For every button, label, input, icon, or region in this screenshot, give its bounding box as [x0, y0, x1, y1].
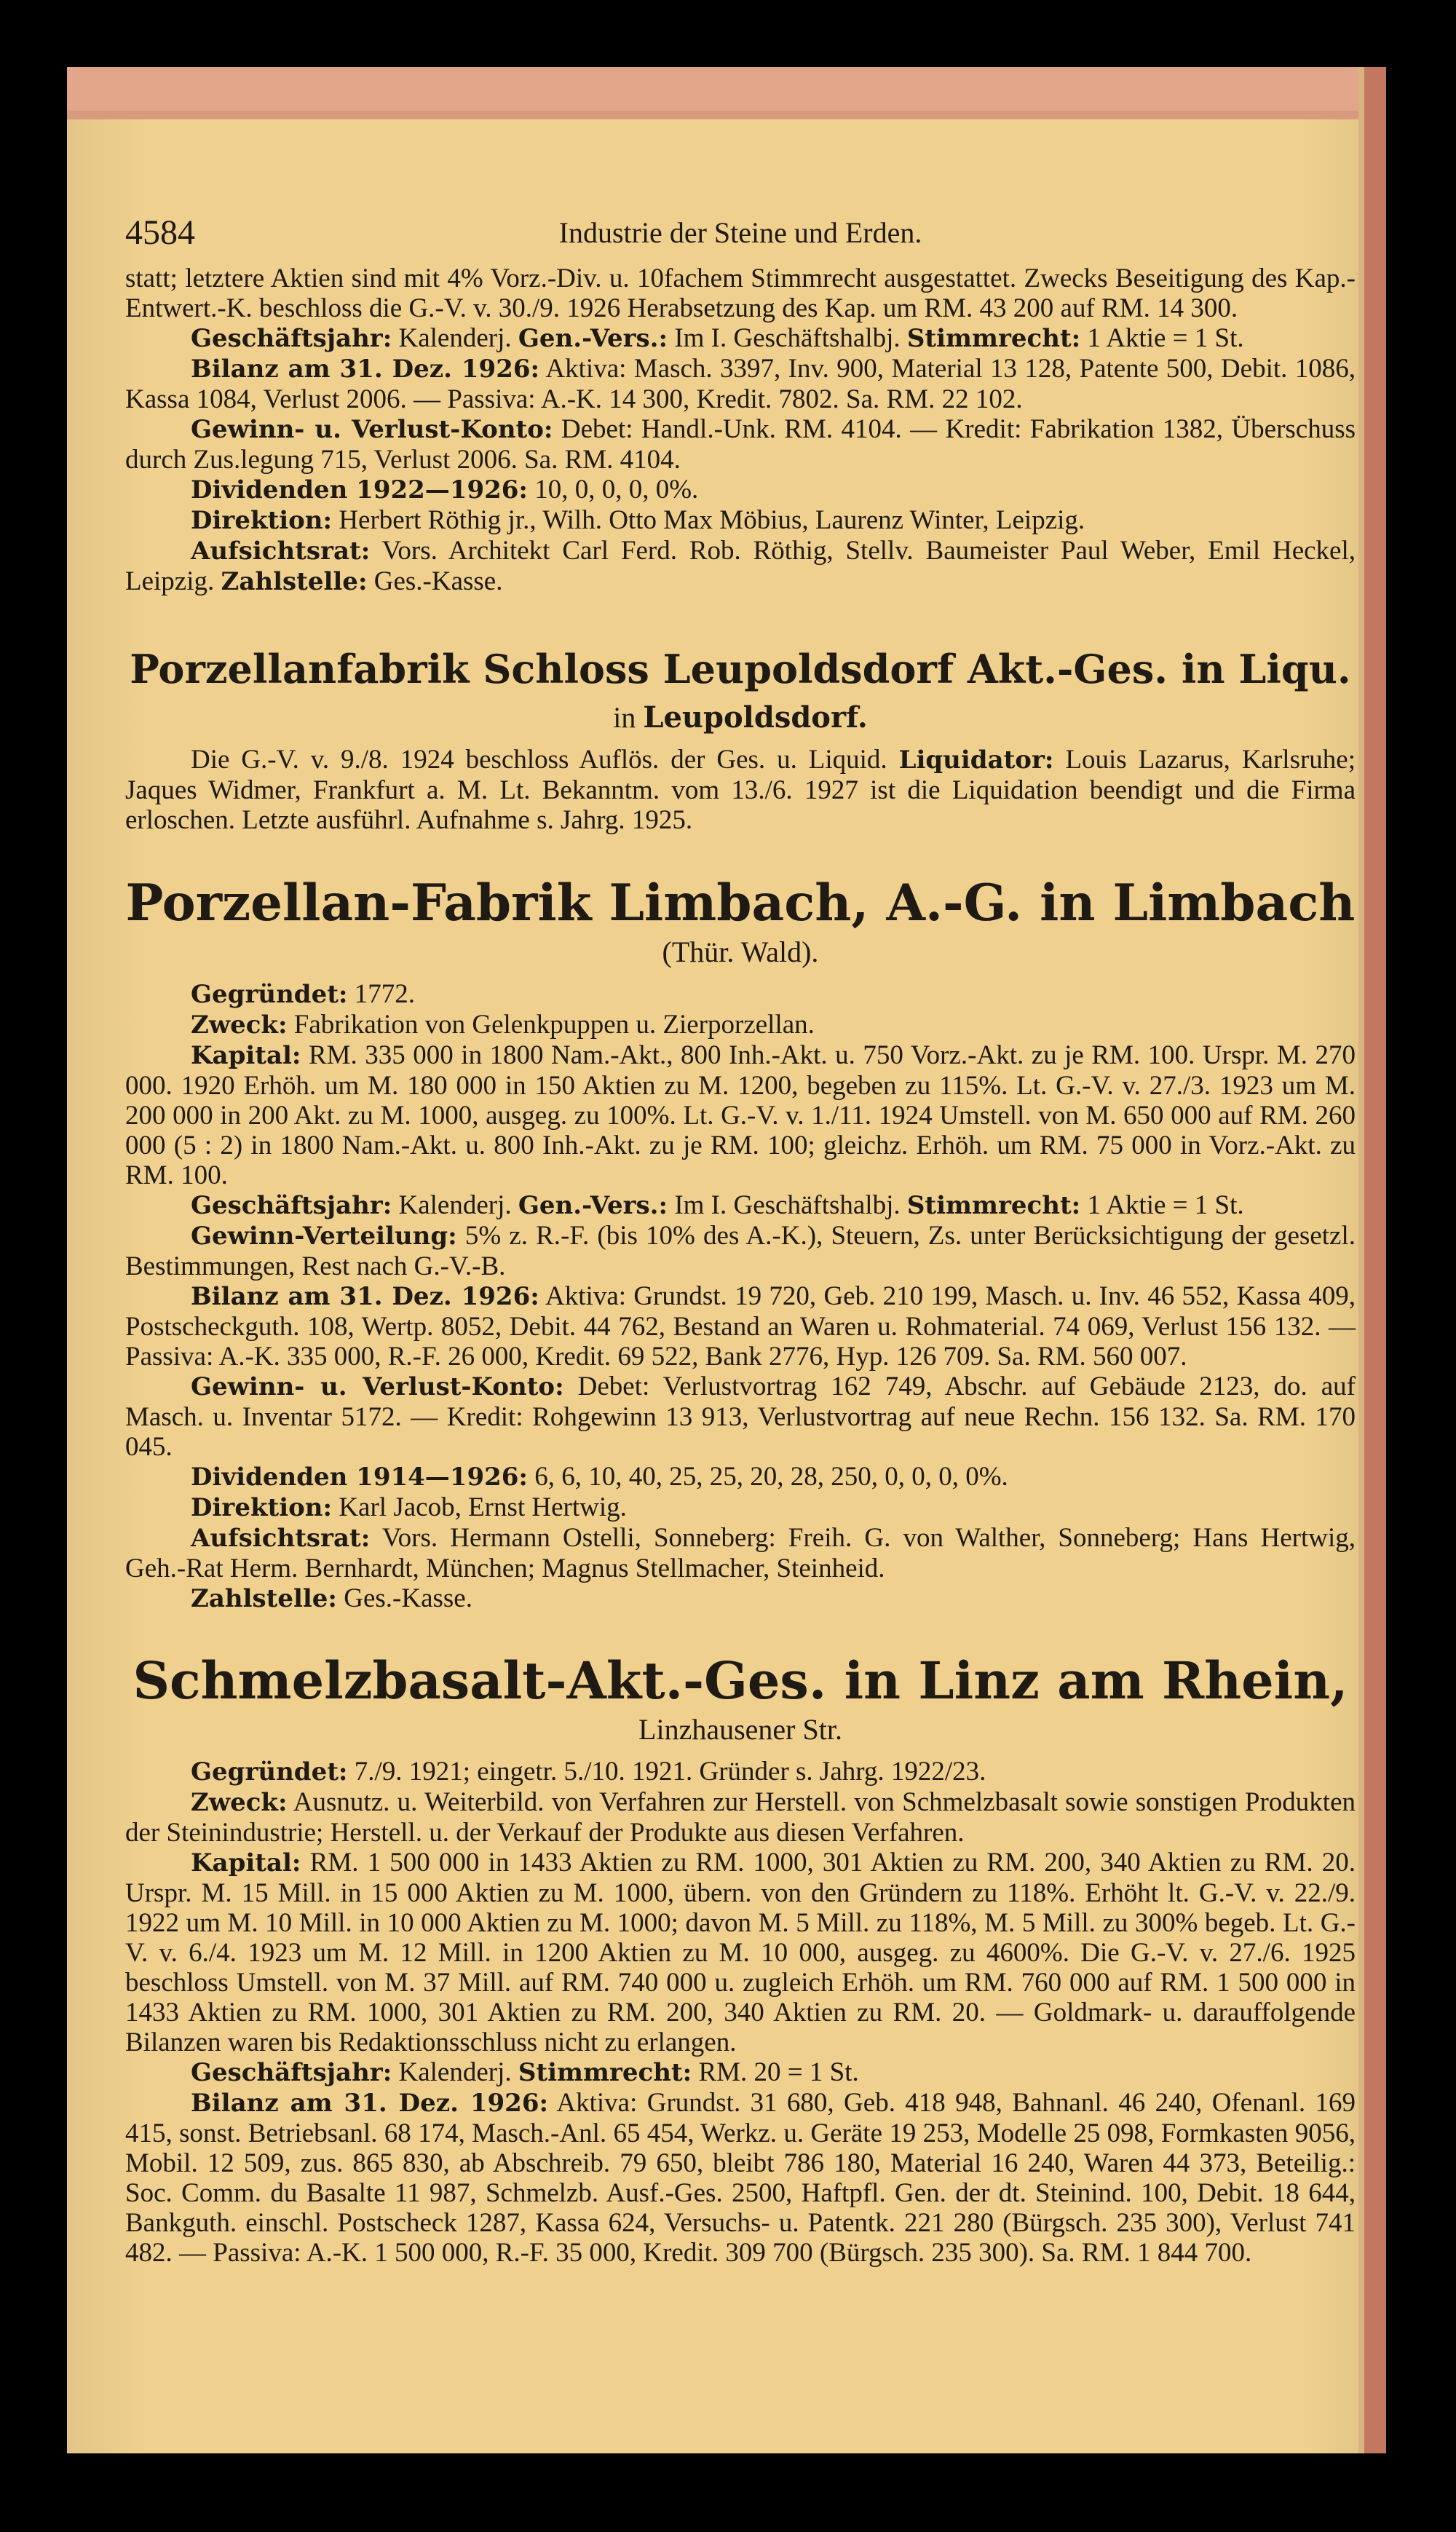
- entry-text: 10, 0, 0, 0, 0%.: [534, 475, 699, 505]
- entry-text: Fabrikation von Gelenkpuppen u. Zierporzellan.: [293, 1010, 815, 1040]
- entry-label: Dividenden 1914—1926:: [191, 1463, 528, 1492]
- entry-line: [125, 1010, 1356, 1040]
- entry-text: Debet: Handl.-Unk. RM. 4104. — Kredit: Fabrikation 1382, Überschuss durch Zus.legung 715, Verlust 2006. Sa. RM. 4104.: [125, 414, 1356, 475]
- entry-line: [125, 1040, 1356, 1190]
- entry-label: Gegründet:: [191, 1757, 348, 1787]
- entry-line: [125, 1372, 1356, 1462]
- entry-text: Herbert Röthig jr., Wilh. Otto Max Möbius, Laurenz Winter, Leipzig.: [339, 505, 1085, 535]
- subtitle-place: Leupoldsdorf.: [643, 700, 868, 735]
- entry-line: [125, 505, 1356, 536]
- company-subtitle: [125, 701, 1356, 735]
- entry-text: Die G.-V. v. 9./8. 1924 beschloss Auflös. der Ges. u. Liquid.: [191, 745, 887, 775]
- entry-line: [125, 2057, 1356, 2088]
- entry-line: [125, 1523, 1356, 1583]
- subtitle-prefix: in: [613, 701, 636, 734]
- page-number: 4584: [125, 213, 195, 252]
- page-header: [125, 213, 1356, 264]
- page-top-edge: [67, 67, 1386, 111]
- entry-label: Stimmrecht:: [906, 324, 1081, 353]
- entry-text: Ges.-Kasse.: [344, 1583, 472, 1613]
- entry-text: Debet: Verlustvortrag 162 749, Abschr. auf Gebäude 2123, do. auf Masch. u. Inventar 5172. — Kredit: Rohgewinn 13 913, Verlustvortrag auf neue Rechn. 156 132. Sa. RM. 170 045.: [125, 1372, 1356, 1462]
- entry-label: Gegründet:: [191, 980, 348, 1009]
- entry-label: Direktion:: [191, 1493, 333, 1522]
- entry-text: Kalenderj.: [398, 2057, 512, 2087]
- entry-label: Geschäftsjahr:: [191, 2058, 392, 2087]
- entry-label: Aufsichtsrat:: [191, 1524, 371, 1553]
- entry-label: Liquidator:: [898, 745, 1054, 775]
- entry-text: Aktiva: Grundst. 31 680, Geb. 418 948, Bahnanl. 46 240, Ofenanl. 169 415, sonst. Betriebsanl. 68 174, Masch.-Anl. 65 454, Werkz. u. Geräte 19 253, Modelle 25 098, Formkasten 9056, Mobil. 12 509, zus. 865 830, ab Abschreib. 79 650, bleibt 786 180, Material 16 240, Waren 44 373, Beteilig.: Soc. Comm. du Basalte 11 987, Schmelzb. Ausf.-Ges. 2500, Haftpfl. Gen. der dt. Steinind. 100, Debit. 18 644, Bankguth. einschl. Postscheck 1287, Kassa 624, Versuchs- u. Patentk. 221 280 (Bürgsch. 235 300), Verlust 741 482. — Passiva: A.-K. 1 500 000, R.-F. 35 000, Kredit. 309 700 (Bürgsch. 235 300). Sa. RM. 1 844 700.: [125, 2088, 1356, 2268]
- page-spine-shadow: [1358, 67, 1364, 2453]
- entry-label: Kapital:: [191, 1848, 301, 1878]
- entry-text: Aktiva: Grundst. 19 720, Geb. 210 199, Masch. u. Inv. 46 552, Kassa 409, Postscheckguth. 108, Wertp. 8052, Debit. 44 762, Bestand an Waren u. Rohmaterial. 74 069, Verlust 156 132. — Passiva: A.-K. 335 000, R.-F. 26 000, Kredit. 69 522, Bank 2776, Hyp. 126 709. Sa. RM. 560 007.: [125, 1281, 1356, 1372]
- entry-label: Gewinn-Verteilung:: [191, 1222, 457, 1251]
- entry-text: 1 Aktie = 1 St.: [1087, 323, 1244, 353]
- entry-text: 5% z. R.-F. (bis 10% des A.-K.), Steuern, Zs. unter Berücksichtigung der gesetzl. Bestimmungen, Rest nach G.-V.-B.: [125, 1221, 1356, 1281]
- entry-text: 7./9. 1921; eingetr. 5./10. 1921. Gründer s. Jahrg. 1922/23.: [354, 1757, 986, 1787]
- entry-label: Zweck:: [191, 1788, 288, 1817]
- entry-line: [125, 1281, 1356, 1372]
- entry-text: Kalenderj.: [398, 323, 512, 353]
- entry-text: Ges.-Kasse.: [373, 566, 503, 596]
- entry-text: RM. 335 000 in 1800 Nam.-Akt., 800 Inh.-Akt. u. 750 Vorz.-Akt. zu je RM. 100. Urspr. M. 270 000. 1920 Erhöh. um M. 180 000 in 150 Aktien zu M. 1200, begeben zu 115%. Lt. G.-V. v. 27./3. 1923 um M. 200 000 in 200 Akt. zu M. 1000, ausgeg. zu 100%. Lt. G.-V. v. 1./11. 1924 Umstell. von M. 650 000 auf RM. 260 000 (5 : 2) in 1800 Nam.-Akt. u. 800 Inh.-Akt. zu je RM. 100; gleichz. Erhöh. um RM. 75 000 in Vorz.-Akt. zu RM. 100.: [125, 1040, 1356, 1190]
- entry-line: [125, 475, 1356, 505]
- entry-text: RM. 20 = 1 St.: [698, 2057, 859, 2087]
- entry-label: Aufsichtsrat:: [191, 537, 371, 566]
- entry-text: Ausnutz. u. Weiterbild. von Verfahren zur Herstell. von Schmelzbasalt sowie sonstigen Produkten der Steinindustrie; Herstell. u. der Verkauf der Produkte aus diesen Verfahren.: [125, 1787, 1356, 1848]
- entry-line: [125, 979, 1356, 1010]
- page-spine-edge: [1364, 67, 1386, 2453]
- running-header: Industrie der Steine und Erden.: [558, 216, 922, 249]
- entry-label: Stimmrecht:: [518, 2058, 692, 2087]
- entry-line: [125, 1787, 1356, 1848]
- entry-line: [125, 354, 1356, 414]
- entry-line: [125, 1848, 1356, 2057]
- entry-line: [125, 323, 1356, 354]
- entry-text: 1772.: [354, 979, 415, 1009]
- entry-line: [125, 2088, 1356, 2268]
- entry-line: [125, 1757, 1356, 1787]
- company-title: Schmelzbasalt-Akt.-Ges. in Linz am Rhein,: [132, 1650, 1348, 1711]
- company-subtitle: Linzhausener Str.: [638, 1713, 842, 1746]
- entry-label: Kapital:: [191, 1041, 301, 1070]
- entry-label: Gewinn- u. Verlust-Konto:: [191, 415, 553, 444]
- entry-line: [125, 414, 1356, 475]
- company-subtitle: (Thür. Wald).: [662, 935, 819, 968]
- scanned-page: [67, 67, 1386, 2453]
- entry-label: Bilanz am 31. Dez. 1926:: [191, 1282, 539, 1311]
- entry-line: [125, 1583, 1356, 1614]
- entry-line: [125, 1462, 1356, 1492]
- continuation-paragraph: [125, 264, 1356, 323]
- entry-text: Louis Lazarus, Karlsruhe; Jaques Widmer, Frankfurt a. M. Lt. Bekanntm. vom 13./6. 1927 ist die Liquidation beendigt und die Firma erloschen. Letzte ausführl. Aufnahme s. Jahrg. 1925.: [125, 745, 1356, 835]
- entry-text: Kalenderj.: [398, 1190, 512, 1220]
- entry-text: Vors. Architekt Carl Ferd. Rob. Röthig, Stellv. Baumeister Paul Weber, Emil Heckel, Leipzig.: [125, 536, 1356, 596]
- company-title: Porzellan-Fabrik Limbach, A.-G. in Limbach: [125, 874, 1356, 933]
- entry-label: Geschäftsjahr:: [191, 324, 392, 353]
- entry-text: Im I. Geschäftshalbj.: [674, 323, 901, 353]
- entry-label: Bilanz am 31. Dez. 1926:: [191, 2089, 549, 2118]
- entry-line: [125, 536, 1356, 597]
- page-top-edge-shadow: [67, 111, 1386, 119]
- entry-label: Dividenden 1922—1926:: [191, 475, 528, 505]
- entry-line: [125, 1492, 1356, 1523]
- entry-label: Gen.-Vers.:: [518, 324, 668, 353]
- entry-label: Gewinn- u. Verlust-Konto:: [191, 1372, 564, 1401]
- entry-label: Bilanz am 31. Dez. 1926:: [191, 355, 540, 384]
- page-content: [125, 213, 1356, 2268]
- entry-text: Karl Jacob, Ernst Hertwig.: [339, 1492, 627, 1522]
- entry-label: Gen.-Vers.:: [518, 1191, 668, 1220]
- entry-label: Direktion:: [191, 506, 333, 535]
- entry-label: Zweck:: [191, 1010, 288, 1040]
- entry-text: 6, 6, 10, 40, 25, 25, 20, 28, 250, 0, 0, 0, 0%.: [534, 1462, 1008, 1492]
- entry-line: [125, 1190, 1356, 1221]
- entry-text: RM. 1 500 000 in 1433 Aktien zu RM. 1000, 301 Aktien zu RM. 200, 340 Aktien zu RM. 20. Urspr. M. 15 Mill. in 15 000 Aktien zu M. 1000, übern. von den Gründern zu 118%. Erhöht lt. G.-V. v. 22./9. 1922 um M. 10 Mill. in 10 000 Aktien zu M. 1000; davon M. 5 Mill. zu 118%, M. 5 Mill. zu 300% begeb. Lt. G.-V. v. 6./4. 1923 um M. 12 Mill. in 1200 Aktien zu M. 10 000, ausgeg. zu 4600%. Die G.-V. v. 27./6. 1925 beschloss Umstell. von M. 37 Mill. auf RM. 740 000 u. zugleich Erhöh. um RM. 760 000 auf RM. 1 500 000 in 1433 Aktien zu RM. 1000, 301 Aktien zu RM. 200, 340 Aktien zu RM. 20. — Goldmark- u. darauffolgende Bilanzen waren bis Redaktionsschluss nicht zu erlangen.: [125, 1848, 1356, 2057]
- entry-text: statt; letztere Aktien sind mit 4% Vorz.-Div. u. 10fachem Stimmrecht ausgestattet. Zwecks Beseitigung des Kap.-Entwert.-K. beschloss die G.-V. v. 30./9. 1926 Herabsetzung des Kap. um RM. 43 200 auf RM. 14 300.: [125, 264, 1356, 323]
- entry-text: Vors. Hermann Ostelli, Sonneberg: Freih. G. von Walther, Sonneberg; Hans Hertwig, Geh.-Rat Herm. Bernhardt, München; Magnus Stellmacher, Steinheid.: [125, 1523, 1356, 1583]
- entry-label: Stimmrecht:: [906, 1191, 1081, 1220]
- entry-line: [125, 1221, 1356, 1281]
- entry-label: Zahlstelle:: [221, 567, 368, 596]
- entry-text: Im I. Geschäftshalbj.: [674, 1190, 901, 1220]
- entry-label: Zahlstelle:: [191, 1584, 337, 1613]
- entry-label: Geschäftsjahr:: [191, 1191, 392, 1220]
- company-title: Porzellanfabrik Schloss Leupoldsdorf Akt.-Ges. in Liqu.: [130, 646, 1351, 692]
- entry-line: [125, 745, 1356, 835]
- entry-text: Aktiva: Masch. 3397, Inv. 900, Material 13 128, Patente 500, Debit. 1086, Kassa 1084, Verlust 2006. — Passiva: A.-K. 14 300, Kredit. 7802. Sa. RM. 22 102.: [125, 354, 1356, 414]
- entry-text: 1 Aktie = 1 St.: [1087, 1190, 1244, 1220]
